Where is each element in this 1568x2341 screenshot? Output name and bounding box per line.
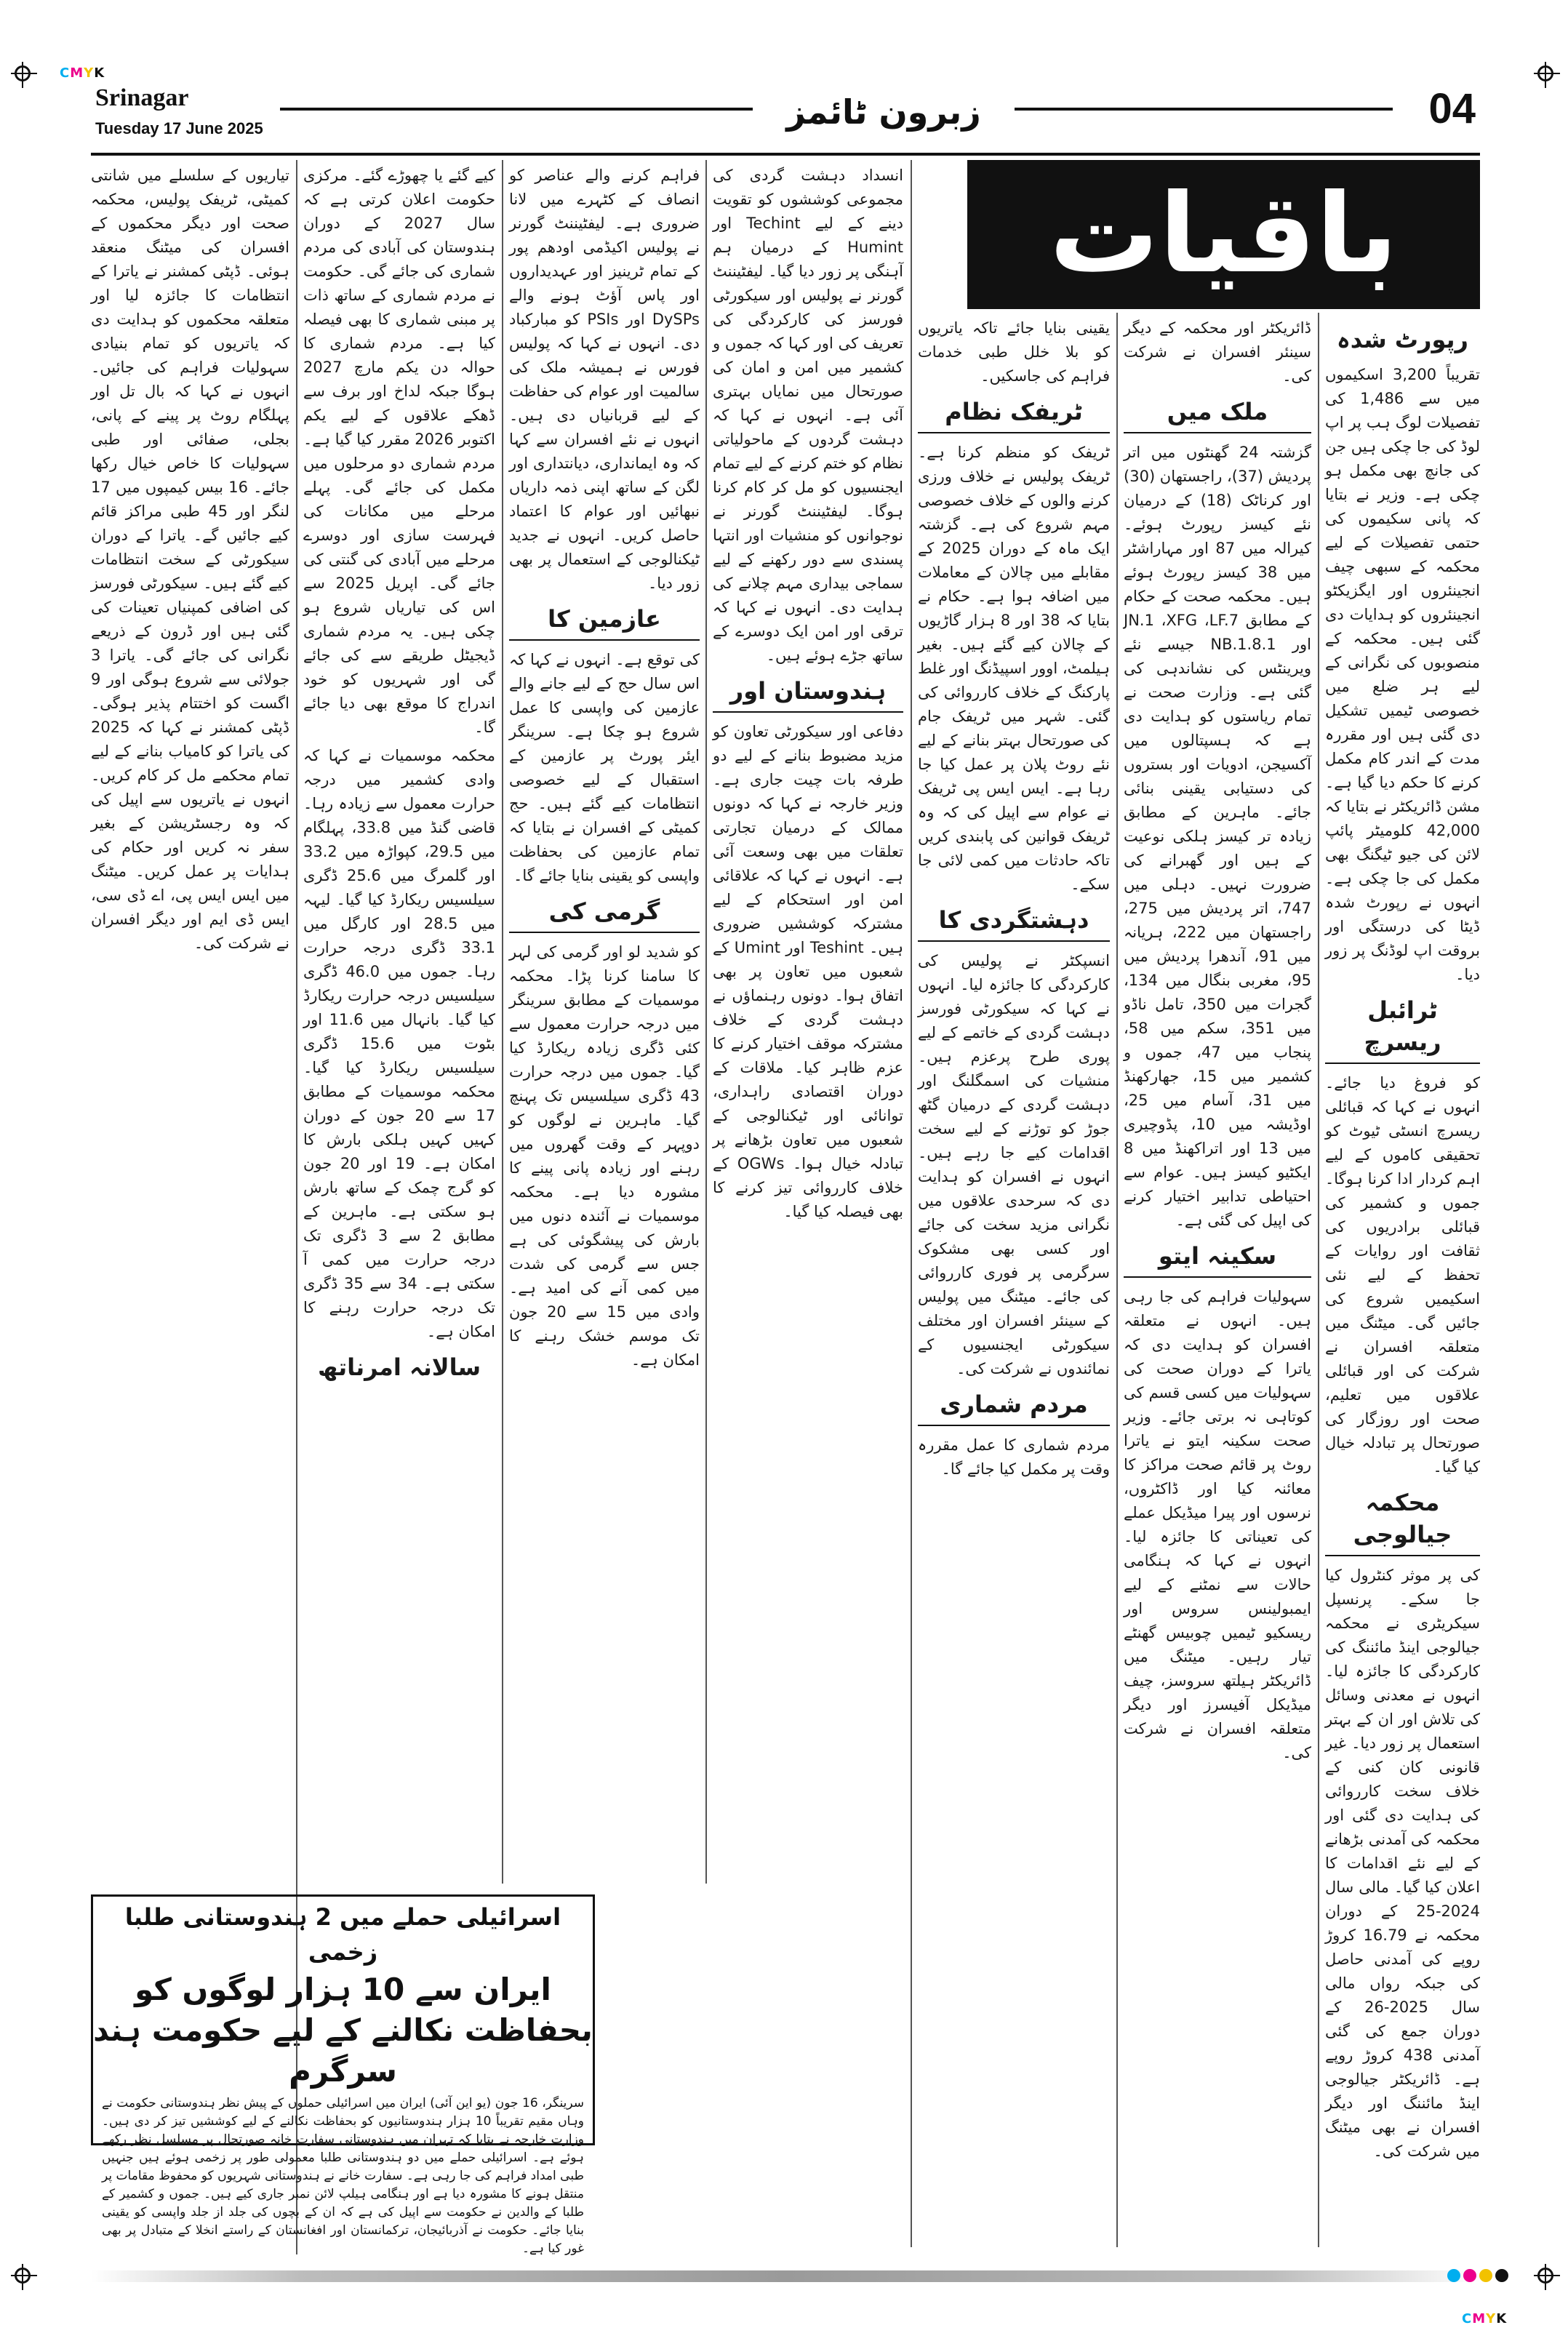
column-3-text-0: یقینی بنایا جائے تاکہ یاتریوں کو بلا خلل طبی خدمات فراہم کی جاسکیں۔ (918, 319, 1110, 385)
column-6-heading-1: سالانہ امرناتھ (317, 1353, 481, 1381)
column-1-text-1: تقریباً 3,200 اسکیموں میں سے 1,486 کی تفصیلات لوگ ہب پر اپ لوڈ کی جا چکی ہیں جن کی جانچ بھی مکمل ہو چکی ہے۔ وزیر نے بتایا کہ پانی سکیموں کی حتمی تفصیلات کے لیے محکمہ کے سبھی چیف انجینئروں اور ایگزیکٹو انجینئروں کو ہدایات دی گئی ہیں۔ محکمہ کے منصوبوں کی نگرانی کے لیے ہر ضلع میں خصوصی ٹیمیں تشکیل دی گئی ہیں اور مقررہ مدت کے اندر کام مکمل کرنے کا حکم دیا گیا ہے۔ مشن ڈائریکٹر نے بتایا کہ 42,000 کلومیٹر پائپ لائن کی جیو ٹیگنگ بھی مکمل کی جا چکی ہے۔ انہوں نے رپورٹ شدہ ڈیٹا کی درستگی اور بروقت اپ لوڈنگ پر زور دیا۔ (1325, 366, 1481, 983)
column-4-text-1: انسداد دہشت گردی کی مجموعی کوششوں کو تقویت دینے کے لیے Techint اور Humint کے درمیان ہم آہنگی پر زور دیا گیا۔ لیفٹیننٹ گورنر نے پولیس اور سیکورٹی فورسز کی کارکردگی کی تعریف کی اور کہا کہ جموں و کشمیر میں امن و امان کی صورتحال میں نمایاں بہتری آئی ہے۔ انہوں نے کہا کہ دہشت گردوں کے ماحولیاتی نظام کو ختم کرنے کے لیے تمام ایجنسیوں کو مل کر کام کرنا ہوگا۔ لیفٹیننٹ گورنر نے نوجوانوں کو منشیات اور انتہا پسندی سے دور رکھنے کے لیے سماجی بیداری مہم چلانے کی ہدایت دی۔ انہوں نے کہا کہ ترقی اور امن ایک دوسرے کے ساتھ جڑے ہوئے ہیں۔ (713, 167, 903, 664)
column-1-text-2: کو فروغ دیا جائے۔ انہوں نے کہا کہ قبائلی ریسرچ انسٹی ٹیوٹ کو تحقیقی کاموں کے لیے اہم کردار ادا کرنا ہوگا۔ جموں و کشمیر کی قبائلی برادریوں کی ثقافت اور روایات کے تحفظ کے لیے نئی اسکیمیں شروع کی جائیں گی۔ میٹنگ میں متعلقہ افسران نے شرکت کی اور قبائلی علاقوں میں تعلیم، صحت اور روزگار کی صورتحال پر تبادلہ خیال کیا گیا۔ (1325, 1074, 1480, 1476)
header-date: Tuesday 17 June 2025 (95, 119, 263, 137)
column-3-text-2: انسپکٹر نے پولیس کی کارکردگی کا جائزہ لیا۔ انہوں نے کہا کہ سیکورٹی فورسز دہشت گردی کے خاتمے کے لیے پوری طرح پرعزم ہیں۔ منشیات کی اسمگلنگ اور دہشت گردی کے درمیان گٹھ جوڑ کو توڑنے کے لیے سخت اقدامات کیے جا رہے ہیں۔ انہوں نے افسران کو ہدایت دی کہ سرحدی علاقوں میں نگرانی مزید سخت کی جائے اور کسی بھی مشکوک سرگرمی پر فوری کارروائی کی جائے۔ میٹنگ میں پولیس کے سینئر افسران اور مختلف سیکورٹی ایجنسیوں کے نمائندوں نے شرکت کی۔ (918, 952, 1110, 1377)
iran-story-box (91, 1894, 595, 2256)
color-dot-black (1495, 2269, 1508, 2282)
header-rule-left (280, 108, 753, 111)
header-city: Srinagar (95, 84, 189, 111)
color-dot-cyan (1447, 2269, 1460, 2282)
color-calibration-strip (91, 2270, 1480, 2282)
column-2-text-0: ڈائریکٹر اور محکمہ کے دیگر سینئر افسران نے شرکت کی۔ (1124, 319, 1311, 385)
column-1-heading-3: محکمہ جیالوجی (1325, 1486, 1480, 1556)
column-2-text-2: سہولیات فراہم کی جا رہی ہیں۔ انہوں نے متعلقہ افسران کو ہدایت دی کہ یاترا کے دوران صحت کی سہولیات میں کسی قسم کی کوتاہی نہ برتی جائے۔ وزیر صحت سکینہ ایتو نے یاترا روٹ پر قائم صحت مراکز کا معائنہ کیا اور ڈاکٹروں، نرسوں اور پیرا میڈیکل عملے کی تعیناتی کا جائزہ لیا۔ انہوں نے کہا کہ ہنگامی حالات سے نمٹنے کے لیے ایمبولینس سروس اور ریسکیو ٹیمیں چوبیس گھنٹے تیار رہیں۔ میٹنگ میں ڈائریکٹر ہیلتھ سروسز، چیف میڈیکل آفیسرز اور دیگر متعلقہ افسران نے شرکت کی۔ (1124, 1288, 1311, 1761)
column-1-text-3: کی پر موثر کنٹرول کیا جا سکے۔ پرنسپل سیکریٹری نے محکمہ جیالوجی اینڈ مائننگ کی کارکردگی کا جائزہ لیا۔ انہوں نے معدنی وسائل کی تلاش اور ان کے بہتر استعمال پر زور دیا۔ غیر قانونی کان کنی کے خلاف سخت کارروائی کی ہدایت دی گئی اور محکمہ کی آمدنی بڑھانے کے لیے نئے اقدامات کا اعلان کیا گیا۔ مالی سال 2024-25 کے دوران محکمہ نے 16.79 کروڑ روپے کی آمدنی حاصل کی جبکہ رواں مالی سال 2025-26 کے دوران جمع کی گئی آمدنی 438 کروڑ روپے ہے۔ ڈائریکٹر جیالوجی اینڈ مائننگ اور دیگر افسران نے بھی میٹنگ میں شرکت کی۔ (1325, 1566, 1480, 2160)
column-7-text-1: تیاریوں کے سلسلے میں شانتی کمیٹی، ٹریفک پولیس، محکمہ صحت اور دیگر محکموں کے افسران کی میٹنگ منعقد ہوئی۔ ڈپٹی کمشنر نے یاترا کے انتظامات کا جائزہ لیا اور متعلقہ محکموں کو ہدایت دی کہ یاتریوں کو تمام بنیادی سہولیات فراہم کی جائیں۔ انہوں نے کہا کہ بال تل اور پہلگام روٹ پر پینے کے پانی، بجلی، صفائی اور طبی سہولیات کا خاص خیال رکھا جائے۔ 16 بیس کیمپوں میں 17 لنگر اور 45 طبی مراکز قائم کیے جائیں گے۔ یاترا کے دوران سیکورٹی کے سخت انتظامات کیے گئے ہیں۔ سیکورٹی فورسز کی اضافی کمپنیاں تعینات کی گئی ہیں اور ڈرون کے ذریعے نگرانی کی جائے گی۔ یاترا 3 جولائی سے شروع ہوگی اور 9 اگست کو اختتام پذیر ہوگی۔ ڈپٹی کمشنر نے کہا کہ 2025 کی یاترا کو کامیاب بنانے کے لیے تمام محکمے مل کر کام کریں۔ انہوں نے یاتریوں سے اپیل کی کہ وہ رجسٹریشن کے بغیر سفر نہ کریں اور حکام کی ہدایات پر عمل کریں۔ میٹنگ میں ایس ایس پی، اے ڈی سی، ایس ڈی ایم اور دیگر افسران نے شرکت کی۔ (91, 167, 290, 952)
page-header (91, 79, 1480, 156)
column-3-heading-2: دہشتگردی کا (918, 904, 1110, 942)
column-rule (705, 160, 707, 1884)
column-rule (911, 160, 912, 2247)
masthead: زبرون ٹائمز (786, 92, 981, 132)
story-headline: ایران سے 10 ہزار لوگوں کو بحفاظت نکالنے کے لیے حکومت ہند سرگرم (93, 1972, 593, 2089)
column-5 (509, 164, 700, 1887)
column-4-heading-1: ہندوستان اور (713, 675, 903, 713)
column-7 (91, 164, 289, 1836)
registration-mark-top-left (15, 65, 31, 81)
column-2-text-1: گزشتہ 24 گھنٹوں میں اتر پردیش (37)، راجستھان (30) اور کرناٹک (18) کے درمیان نئے کیسز رپورٹ ہوئے۔ کیرالہ میں 87 اور مہاراشٹر میں 38 کیسز رپورٹ ہوئے ہیں۔ محکمہ صحت کے حکام کے مطابق JN.1 ،XFG ،LF.7 اور NB.1.8.1 جیسے نئے ویرینٹس کی نشاندہی کی گئی ہے۔ وزارت صحت نے تمام ریاستوں کو ہدایت دی ہے کہ ہسپتالوں میں آکسیجن، ادویات اور بستروں کی دستیابی یقینی بنائی جائے۔ ماہرین کے مطابق زیادہ تر کیسز ہلکی نوعیت کے ہیں اور گھبرانے کی ضرورت نہیں۔ دہلی میں 747، اتر پردیش میں 275، راجستھان میں 222، ہریانہ میں 91، آندھرا پردیش میں 95، مغربی بنگال میں 134، گجرات میں 350، تامل ناڈو میں 351، سکم میں 58، پنجاب میں 47، جموں و کشمیر میں 15، جھارکھنڈ میں 31، آسام میں 25، اوڈیشہ میں 10، پڈوچیری میں 13 اور اتراکھنڈ میں 8 ایکٹیو کیسز ہیں۔ عوام سے احتیاطی تدابیر اختیار کرنے کی اپیل کی گئی ہے۔ (1124, 444, 1312, 1229)
column-5-text-3: کو شدید لو اور گرمی کی لہر کا سامنا کرنا پڑا۔ محکمہ موسمیات کے مطابق سرینگر میں درجہ حرارت معمول سے کئی ڈگری زیادہ ریکارڈ کیا گیا۔ جموں میں درجہ حرارت 43 ڈگری سیلسیس تک پہنچ گیا۔ ماہرین نے لوگوں کو دوپہر کے وقت گھروں میں رہنے اور زیادہ پانی پینے کا مشورہ دیا ہے۔ محکمہ موسمیات نے آئندہ دنوں میں بارش کی پیشگوئی کی ہے جس سے گرمی کی شدت میں کمی آنے کی امید ہے۔ وادی میں 15 سے 20 جون تک موسم خشک رہنے کا امکان ہے۔ (509, 943, 700, 1369)
story-body: سرینگر، 16 جون (یو این آئی) ایران میں اسرائیلی حملوں کے پیش نظر ہندوستانی حکومت نے وہاں مقیم تقریباً 10 ہزار ہندوستانیوں کو بحفاظت نکالنے کے لیے کوششیں تیز کر دی ہیں۔ وزارت خارجہ نے بتایا کہ تہران میں ہندوستانی سفارت خانہ صورتحال پر مسلسل نظر رکھے ہوئے ہے۔ اسرائیلی حملے میں دو ہندوستانی طلبا معمولی طور پر زخمی ہوئے ہیں جنہیں طبی امداد فراہم کی جا رہی ہے۔ سفارت خانے نے ہندوستانی شہریوں کو محفوظ مقامات پر منتقل ہونے کا مشورہ دیا ہے اور ہنگامی ہیلپ لائن نمبر جاری کیے ہیں۔ جموں و کشمیر کے طلبا کے والدین نے حکومت سے اپیل کی ہے کہ ان کے بچوں کی جلد از جلد واپسی کو یقینی بنایا جائے۔ حکومت نے آذربائیجان، ترکمانستان اور افغانستان کے راستے انخلا کے متبادل پر بھی غور کیا ہے۔ (102, 2096, 584, 2256)
registration-mark-top-right (1537, 65, 1553, 81)
column-3-text-1: ٹریفک کو منظم کرنا ہے۔ ٹریفک پولیس نے خلاف ورزی کرنے والوں کے خلاف خصوصی مہم شروع کی ہے۔ گزشتہ ایک ماہ کے دوران 2025 کے مقابلے میں چالان کے معاملات میں اضافہ ہوا ہے۔ حکام نے بتایا کہ 38 اور 8 ہزار گاڑیوں کے چالان کیے گئے ہیں۔ بغیر ہیلمٹ، اوور اسپیڈنگ اور غلط پارکنگ کے خلاف کارروائی کی گئی۔ شہر میں ٹریفک جام کی صورتحال بہتر بنانے کے لیے نئے روٹ پلان پر عمل کیا جا رہا ہے۔ ایس ایس پی ٹریفک نے عوام سے اپیل کی کہ وہ ٹریفک قوانین کی پابندی کریں تاکہ حادثات میں کمی لائی جا سکے۔ (918, 444, 1111, 893)
column-3 (918, 316, 1110, 2251)
registration-mark-bottom-left (15, 2268, 31, 2284)
cmyk-mark-bottom: CMYK (1462, 2311, 1508, 2326)
column-1-heading-2: ٹرائبل ریسرچ (1325, 994, 1480, 1064)
column-1 (1325, 316, 1480, 2251)
column-3-heading-1: ٹریفک نظام (918, 396, 1110, 433)
column-5-heading-1: عازمین کا (509, 603, 700, 641)
registration-mark-bottom-right (1537, 2268, 1553, 2284)
column-rule (1318, 313, 1319, 2247)
column-2 (1124, 316, 1311, 2251)
section-banner: باقیات (967, 160, 1480, 309)
column-6-text-2: محکمہ موسمیات نے کہا کہ وادی کشمیر میں درجہ حرارت معمول سے زیادہ رہا۔ قاضی گنڈ میں 33.8، پہلگام میں 29.5، کپواڑہ میں 33.2 اور گلمرگ میں 25.6 ڈگری سیلسیس ریکارڈ کیا گیا۔ لیہہ میں 28.5 اور کارگل میں 33.1 ڈگری درجہ حرارت رہا۔ جموں میں 46.0 ڈگری سیلسیس درجہ حرارت ریکارڈ کیا گیا۔ بانہال میں 11.6 اور بٹوت میں 15.6 ڈگری سیلسیس ریکارڈ کیا گیا۔ محکمہ موسمیات کے مطابق 17 سے 20 جون کے دوران کہیں کہیں ہلکی بارش کا امکان ہے۔ 19 اور 20 جون کو گرج چمک کے ساتھ بارش ہو سکتی ہے۔ ماہرین کے مطابق 2 سے 3 ڈگری تک درجہ حرارت میں کمی آ سکتی ہے۔ 34 سے 35 ڈگری تک درجہ حرارت رہنے کا امکان ہے۔ (303, 747, 496, 1340)
cmyk-mark-top: CMYK (60, 65, 105, 81)
column-3-text-3: مردم شماری کا عمل مقررہ وقت پر مکمل کیا جائے گا۔ (918, 1436, 1110, 1478)
column-rule (502, 160, 503, 1884)
column-6-text-1: کیے گئے یا چھوڑے گئے۔ مرکزی حکومت اعلان کرتی ہے کہ سال 2027 کے دوران ہندوستان کی آبادی کی مردم شماری کی جائے گی۔ حکومت نے مردم شماری کے ساتھ ذات پر مبنی شماری کا بھی فیصلہ کیا ہے۔ مردم شماری کا حوالہ دن یکم مارچ 2027 ہوگا جبکہ لداخ اور برف سے ڈھکے علاقوں کے لیے یکم اکتوبر 2026 مقرر کیا گیا ہے۔ مردم شماری دو مرحلوں میں مکمل کی جائے گی۔ پہلے مرحلے میں مکانات کی فہرست سازی اور دوسرے مرحلے میں آبادی کی گنتی کی جائے گی۔ اپریل 2025 سے اس کی تیاریاں شروع ہو چکی ہیں۔ یہ مردم شماری ڈیجیٹل طریقے سے کی جائے گی اور شہریوں کو خود اندراج کا موقع بھی دیا جائے گا۔ (303, 167, 496, 736)
column-1-heading-1: رپورٹ شدہ (1337, 326, 1468, 353)
column-2-heading-1: ملک میں (1124, 396, 1311, 433)
column-5-heading-2: گرمی کی (509, 895, 700, 933)
color-dot-yellow (1479, 2269, 1492, 2282)
column-4 (713, 164, 903, 2251)
column-rule (1116, 313, 1118, 2247)
column-5-text-2: کی توقع ہے۔ انہوں نے کہا کہ اس سال حج کے لیے جانے والے عازمین کی واپسی کا عمل شروع ہو چکا ہے۔ سرینگر ایئر پورٹ پر عازمین کے استقبال کے لیے خصوصی انتظامات کیے گئے ہیں۔ حج کمیٹی کے افسران نے بتایا کہ تمام عازمین کی بحفاظت واپسی کو یقینی بنایا جائے گا۔ (509, 651, 700, 884)
column-3-heading-3: مردم شماری (918, 1388, 1110, 1426)
page-number: 04 (1428, 85, 1476, 132)
column-5-text-1: فراہم کرنے والے عناصر کو انصاف کے کٹہرے میں لانا ضروری ہے۔ لیفٹیننٹ گورنر نے پولیس اکیڈمی اودھم پور کے تمام ٹرینیز اور عہدیداروں اور پاس آؤٹ ہونے والے DySPs اور PSIs کو مبارکباد دی۔ انہوں نے کہا کہ پولیس فورس نے ہمیشہ ملک کی سالمیت اور عوام کی حفاظت کے لیے قربانیاں دی ہیں۔ انہوں نے نئے افسران سے کہا کہ وہ ایمانداری، دیانتداری اور لگن کے ساتھ اپنی ذمہ داریاں نبھائیں اور عوام کا اعتماد حاصل کریں۔ انہوں نے جدید ٹیکنالوجی کے استعمال پر بھی زور دیا۔ (509, 167, 700, 592)
column-4-text-2: دفاعی اور سیکورٹی تعاون کو مزید مضبوط بنانے کے لیے دو طرفہ بات چیت جاری ہے۔ وزیر خارجہ نے کہا کہ دونوں ممالک کے درمیان تجارتی تعلقات میں بھی وسعت آئی ہے۔ انہوں نے کہا کہ علاقائی امن اور استحکام کے لیے مشترکہ کوششیں ضروری ہیں۔ Teshint اور Umint کے شعبوں میں تعاون پر بھی اتفاق ہوا۔ دونوں رہنماؤں نے دہشت گردی کے خلاف مشترکہ موقف اختیار کرنے کا عزم ظاہر کیا۔ ملاقات کے دوران اقتصادی راہداری، توانائی اور ٹیکنالوجی کے شعبوں میں تعاون بڑھانے پر تبادلہ خیال ہوا۔ OGWs کے خلاف کارروائی تیز کرنے کا بھی فیصلہ کیا گیا۔ (713, 723, 904, 1220)
color-dot-magenta (1463, 2269, 1476, 2282)
header-rule-right (1015, 108, 1393, 111)
column-2-heading-2: سکینہ ایتو (1124, 1240, 1311, 1278)
column-6 (303, 164, 495, 1887)
story-subhead: اسرائیلی حملے میں 2 ہندوستانی طلبا زخمی (124, 1903, 561, 1966)
